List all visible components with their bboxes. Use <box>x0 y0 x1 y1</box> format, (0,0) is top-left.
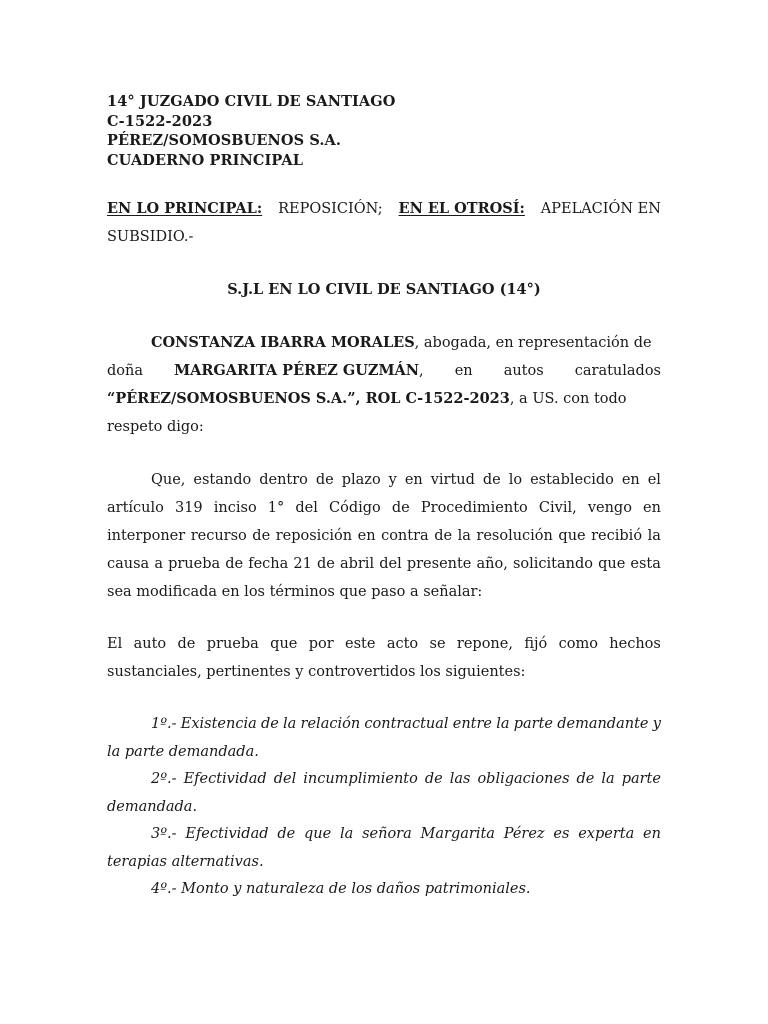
fact-item: 3º.- Efectividad de que la señora Margarita Pérez es experta en terapias alternativas. <box>107 826 661 870</box>
principal-label: EN LO PRINCIPAL: <box>107 200 263 217</box>
principal-text: REPOSICIÓN; <box>278 201 383 217</box>
auto-prueba-paragraph: El auto de prueba que por este acto se repone, fijó como hechos sustanciales, pertinentes y controvertidos los siguientes: <box>107 636 661 680</box>
case-rol: C-1522-2023 <box>107 112 213 130</box>
fact-item: 2º.- Efectividad del incumplimiento de las obligaciones de la parte demandada. <box>107 771 661 815</box>
court-name: 14° JUZGADO CIVIL DE SANTIAGO <box>107 93 396 110</box>
case-notebook: CUADERNO PRINCIPAL <box>107 152 304 170</box>
case-caption: PÉREZ/SOMOSBUENOS S.A. <box>107 132 342 150</box>
otrosi-text-2: SUBSIDIO.- <box>107 229 194 245</box>
client-name: MARGARITA PÉREZ GUZMÁN <box>174 362 420 379</box>
intro-paragraph: CONSTANZA IBARRA MORALES, abogada, en representación de doña MARGARITA PÉREZ GUZMÁN, en autos caratulados “PÉREZ/SOMOSBUENOS S.A.”, ROL C-1522-2023, a US. con todo respeto digo: <box>107 334 661 435</box>
petition-summary <box>107 195 661 251</box>
reposition-paragraph: Que, estando dentro de plazo y en virtud de lo establecido en el artículo 319 inciso 1° del Código de Procedimiento Civil, vengo en interponer recurso de reposición en contra de la resolución que recibió la causa a prueba de fecha 21 de abril del presente año, solicitando que esta sea modificada en los términos que paso a señalar: <box>107 472 661 600</box>
otrosi-label: EN EL OTROSÍ: <box>398 200 525 217</box>
case-header <box>107 92 395 171</box>
fact-item: 4º.- Monto y naturaleza de los daños patrimoniales. <box>151 881 531 897</box>
lawyer-name: CONSTANZA IBARRA MORALES <box>151 334 415 351</box>
case-name: “PÉREZ/SOMOSBUENOS S.A.”, ROL C-1522-2023 <box>107 390 510 407</box>
addressee-heading: S.J.L EN LO CIVIL DE SANTIAGO (14°) <box>227 281 541 298</box>
fact-item: 1º.- Existencia de la relación contractual entre la parte demandante y la parte demandada. <box>107 716 661 760</box>
otrosi-text-1: APELACIÓN EN <box>540 201 661 217</box>
facts-list <box>107 711 661 904</box>
